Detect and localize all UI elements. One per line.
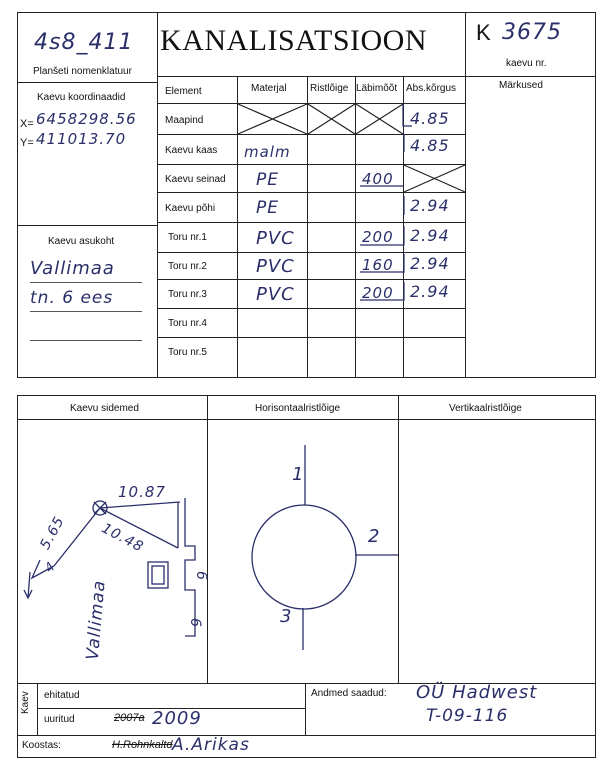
nomenclature-label: Planšeti nomenklatuur (33, 66, 132, 77)
section-header-horizontal: Horisontaalristlõige (255, 403, 341, 414)
kaevu-kaas-abs: 4.85 (410, 136, 450, 155)
pipe-label-3: 3 (280, 606, 293, 627)
col-header-element: Element (165, 86, 202, 97)
section-header-vertical: Vertikaalristlõige (449, 403, 522, 414)
row-element-maapind: Maapind (165, 115, 204, 126)
col-header-markused: Märkused (499, 80, 543, 91)
toru-2-labimoot: 160 (362, 256, 394, 274)
col-header-ristloige: Ristlõige (310, 83, 349, 94)
sketch-street: Vallimaa (82, 579, 110, 661)
kaevu-seinad-labimoot: 400 (362, 170, 394, 188)
pipe-label-2: 2 (368, 526, 381, 547)
toru-2-materjal: PVC (256, 256, 295, 277)
kaevu-pohi-materjal: PE (256, 198, 279, 218)
row-element-toru-2: Toru nr.2 (168, 261, 207, 272)
toru-1-materjal: PVC (256, 228, 295, 249)
location-label: Kaevu asukoht (48, 236, 115, 247)
col-header-labimoot: Läbimõõt (356, 83, 398, 94)
well-number-label: kaevu nr. (506, 58, 547, 69)
andmed-line-1: OÜ Hadwest (416, 682, 538, 703)
well-prefix: K (476, 20, 491, 45)
maapind-abs: 4.85 (410, 109, 450, 128)
andmed-label: Andmed saadud: (311, 688, 387, 699)
location-line-1: Vallimaa (30, 258, 115, 279)
uuritud-value: 2009 (152, 708, 202, 729)
location-line-2: tn. 6 ees (30, 288, 114, 308)
row-element-kaevu-seinad: Kaevu seinad (165, 174, 226, 185)
x-coordinate-label: X= (20, 118, 34, 130)
row-element-toru-1: Toru nr.1 (168, 232, 207, 243)
coordinates-label: Kaevu koordinaadid (37, 92, 126, 103)
sketch-dim-1: 10.87 (118, 483, 166, 501)
uuritud-label: uuritud (44, 714, 75, 725)
toru-3-labimoot: 200 (362, 284, 394, 302)
andmed-line-2: T-09-116 (426, 706, 509, 726)
row-element-kaevu-kaas: Kaevu kaas (165, 145, 218, 156)
toru-3-abs: 2.94 (410, 282, 450, 301)
well-number-value: 3675 (502, 20, 562, 45)
toru-3-materjal: PVC (256, 284, 295, 305)
section-header-links: Kaevu sidemed (70, 403, 139, 414)
row-element-kaevu-pohi: Kaevu põhi (165, 203, 216, 214)
toru-1-labimoot: 200 (362, 228, 394, 246)
ehitatud-label: ehitatud (44, 690, 80, 701)
toru-1-abs: 2.94 (410, 226, 450, 245)
row-element-toru-4: Toru nr.4 (168, 318, 207, 329)
koostas-label: Koostas: (22, 740, 61, 751)
uuritud-struck-value: 2007a (114, 712, 145, 724)
sketch-dim-2: 5.65 (37, 513, 68, 553)
y-coordinate-value: 411013.70 (36, 130, 127, 148)
kaevu-seinad-materjal: PE (256, 170, 279, 190)
kaevu-pohi-abs: 2.94 (410, 196, 450, 215)
koostas-value: A.Arikas (172, 735, 250, 755)
col-header-abs-korgus: Abs.kõrgus (406, 83, 457, 94)
nomenclature-value: 4s8_411 (34, 30, 134, 55)
row-element-toru-5: Toru nr.5 (168, 347, 207, 358)
col-header-materjal: Materjal (251, 83, 287, 94)
sketch-num-1: 4 (42, 558, 60, 577)
sketch-num-3: 6 (186, 618, 203, 628)
toru-2-abs: 2.94 (410, 254, 450, 273)
koostas-struck-value: H.Rohnkaltd (112, 739, 173, 751)
sketch-num-2: 6 (192, 571, 209, 581)
sketch-dim-3: 10.48 (98, 520, 147, 556)
kaev-label: Kaev (20, 691, 31, 714)
x-coordinate-value: 6458298.56 (36, 110, 137, 128)
y-coordinate-label: Y= (20, 137, 34, 149)
form-title: KANALISATSIOON (160, 24, 427, 57)
kaevu-kaas-materjal: malm (244, 143, 291, 161)
pipe-label-1: 1 (292, 464, 305, 485)
row-element-toru-3: Toru nr.3 (168, 289, 207, 300)
